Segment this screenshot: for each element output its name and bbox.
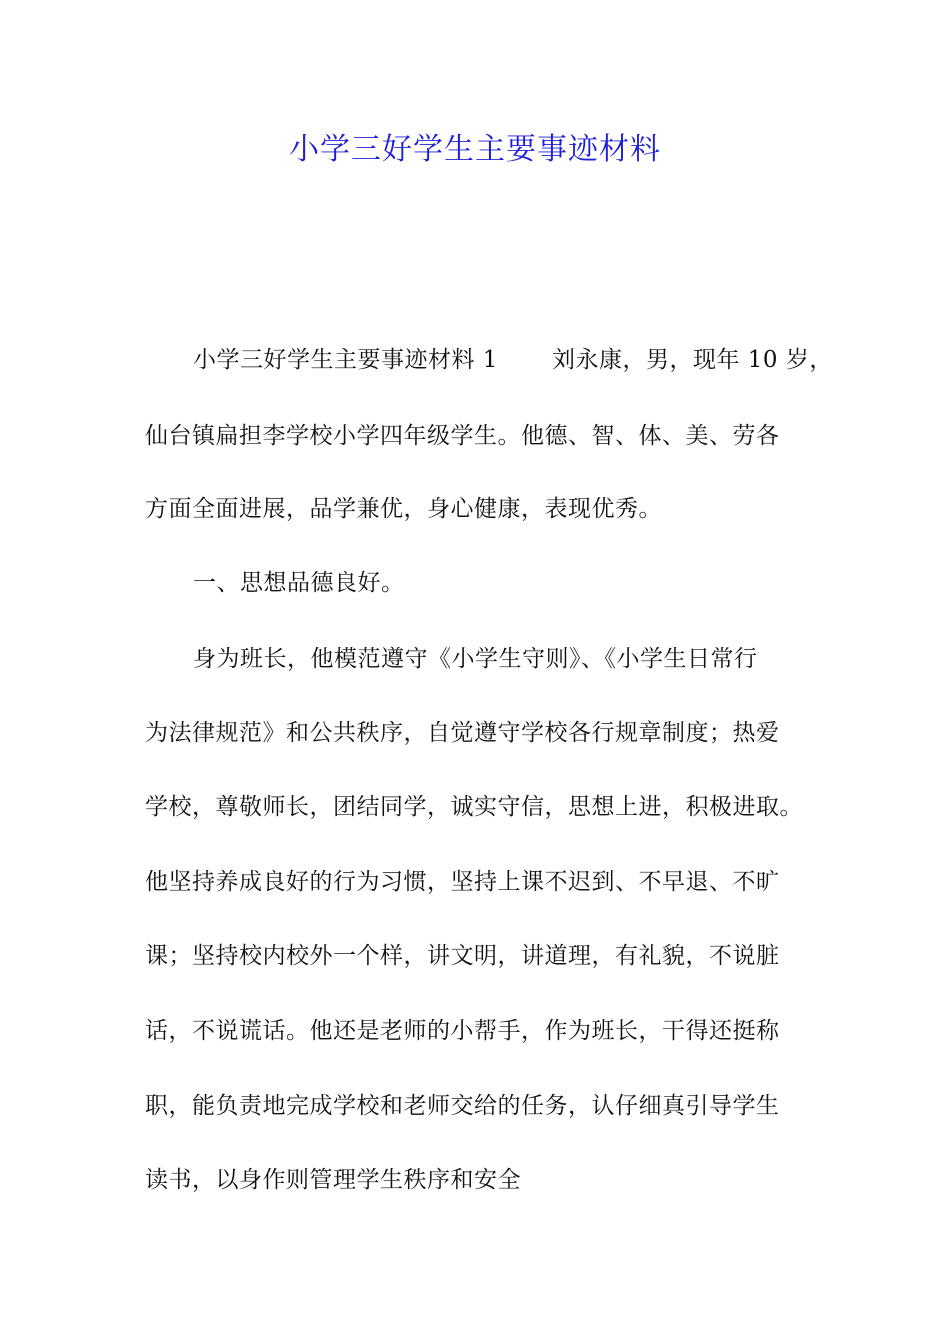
paragraph-line: 职，能负责地完成学校和老师交给的任务，认仔细真引导学生: [145, 1093, 780, 1119]
paragraph-line: 仙台镇扁担李学校小学四年级学生。他德、智、体、美、劳各: [145, 423, 780, 449]
line-tail: 刘永康，男，现年 10 岁，: [551, 347, 833, 373]
document-title: 小学三好学生主要事迹材料: [289, 132, 661, 167]
paragraph-line: 身为班长，他模范遵守《小学生守则》、《小学生日常行: [193, 646, 758, 672]
paragraph-line: 方面全面进展，品学兼优，身心健康，表现优秀。: [145, 496, 662, 522]
section-heading: 一、思想品德良好。: [193, 570, 405, 596]
paragraph-line: [193, 342, 833, 378]
paragraph-line: 他坚持养成良好的行为习惯，坚持上课不迟到、不早退、不旷: [145, 869, 780, 895]
paragraph-line: 为法律规范》和公共秩序，自觉遵守学校各行规章制度；热爱: [145, 720, 780, 746]
paragraph-line: 话，不说谎话。他还是老师的小帮手，作为班长，干得还挺称: [145, 1018, 780, 1044]
paragraph-line: 学校，尊敬师长，团结同学，诚实守信，思想上进，积极进取。: [145, 794, 803, 820]
paragraph-line: 课；坚持校内校外一个样，讲文明，讲道理，有礼貌，不说脏: [145, 943, 780, 969]
line-head: 小学三好学生主要事迹材料 1: [193, 347, 498, 373]
paragraph-line: 读书，以身作则管理学生秩序和安全: [145, 1167, 521, 1193]
